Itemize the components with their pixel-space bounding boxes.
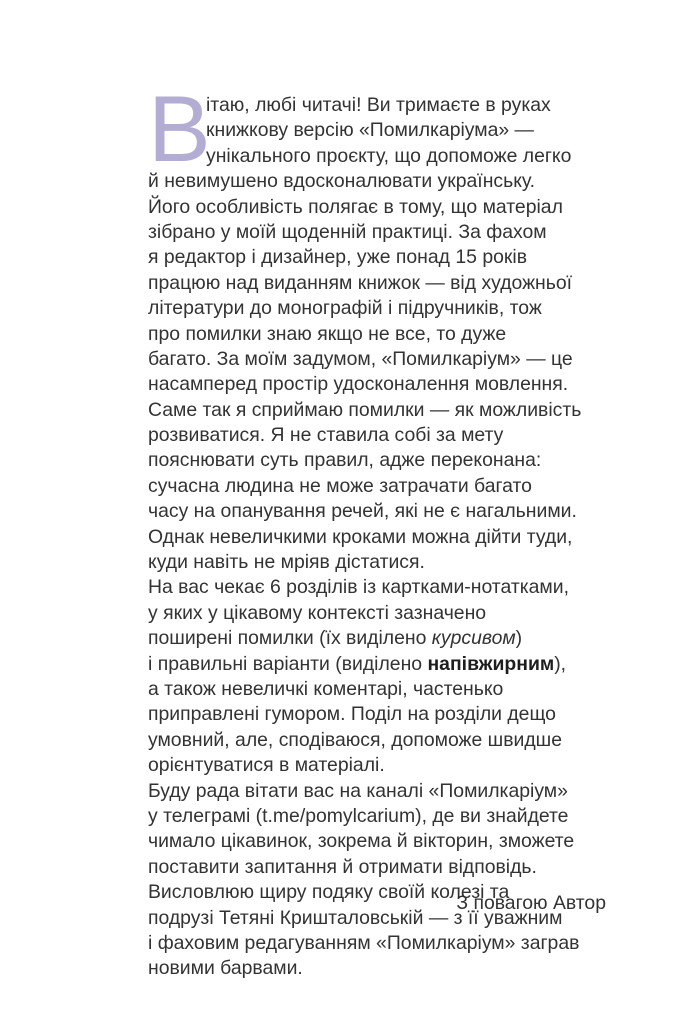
text-line: працюю над виданням книжок — від художньої (148, 271, 573, 294)
text-fragment: і правильні варіанти (виділено (148, 652, 428, 675)
text-line: Саме так я сприймаю помилки — як можливість (148, 398, 582, 421)
text-line: куди навіть не мріяв дістатися. (148, 551, 425, 574)
text-line: пояснювати суть правил, адже переконана: (148, 449, 542, 472)
text-line: Його особливість полягає в тому, що матеріал (148, 195, 563, 218)
text-line: про помилки знаю якщо не все, то дуже (148, 322, 507, 345)
text-line: чимало цікавинок, зокрема й вікторин, зможете (148, 830, 575, 853)
text-line: сучасна людина не може затрачати багато (148, 474, 532, 497)
text-line: подрузі Тетяні Кришталовській — з її уважним (148, 906, 563, 929)
text-line: Висловлюю щиру подяку своїй колезі та (148, 881, 510, 904)
bold-word: напівжирним (427, 652, 555, 675)
text-line: у телеграмі (t.me/pomylcarium), де ви знайдете (148, 804, 569, 827)
italic-word: курсивом (431, 627, 516, 650)
text-line: умовний, але, сподіваюся, допоможе швидше (148, 728, 563, 751)
text-fragment: ), (554, 652, 567, 675)
drop-cap-letter: В (148, 76, 211, 181)
text-line: На вас чекає 6 розділів із картками-нотатками, (148, 576, 569, 599)
author-signature: З повагою Автор (456, 892, 606, 914)
text-line: орієнтуватися в матеріалі. (148, 754, 385, 777)
text-line: багато. За моїм задумом, «Помилкаріум» — це (148, 347, 573, 370)
preface-text (148, 76, 608, 982)
text-line-bold (148, 652, 608, 677)
text-line: ітаю, любі читачі! Ви тримаєте в руках (206, 94, 551, 116)
text-line: розвиватися. Я не ставила собі за мету (148, 424, 504, 447)
text-line-italic (148, 626, 608, 651)
text-line: часу на опанування речей, які не є нагальними. (148, 500, 577, 523)
text-line: зібрано у моїй щоденній практиці. За фахом (148, 220, 547, 243)
text-line: я редактор і дизайнер, уже понад 15 років (148, 246, 527, 269)
text-line: й невимушено вдосконалювати українську. (148, 170, 536, 193)
text-line: книжкову версію «Помилкаріума» — (206, 119, 534, 142)
text-line: літератури до монографій і підручників, тож (148, 297, 542, 320)
text-line: приправлені гумором. Поділ на розділи дещо (148, 703, 556, 726)
text-line: поставити запитання й отримати відповідь. (148, 855, 537, 878)
text-line: Буду рада вітати вас на каналі «Помилкаріум» (148, 779, 568, 802)
text-line: у яких у цікавому контексті зазначено (148, 601, 487, 624)
text-fragment: поширені помилки (їх виділено (148, 627, 432, 650)
text-line: насамперед простір удосконалення мовлення. (148, 373, 569, 396)
text-line: а також невеличкі коментарі, частенько (148, 677, 504, 700)
text-line: унікального проєкту, що допоможе легко (206, 144, 572, 167)
text-line: і фаховим редагуванням «Помилкаріум» заграв (148, 931, 580, 954)
text-fragment: ) (515, 627, 523, 650)
text-line: Однак невеличкими кроками можна дійти туди, (148, 525, 573, 548)
text-line: новими барвами. (148, 957, 303, 980)
